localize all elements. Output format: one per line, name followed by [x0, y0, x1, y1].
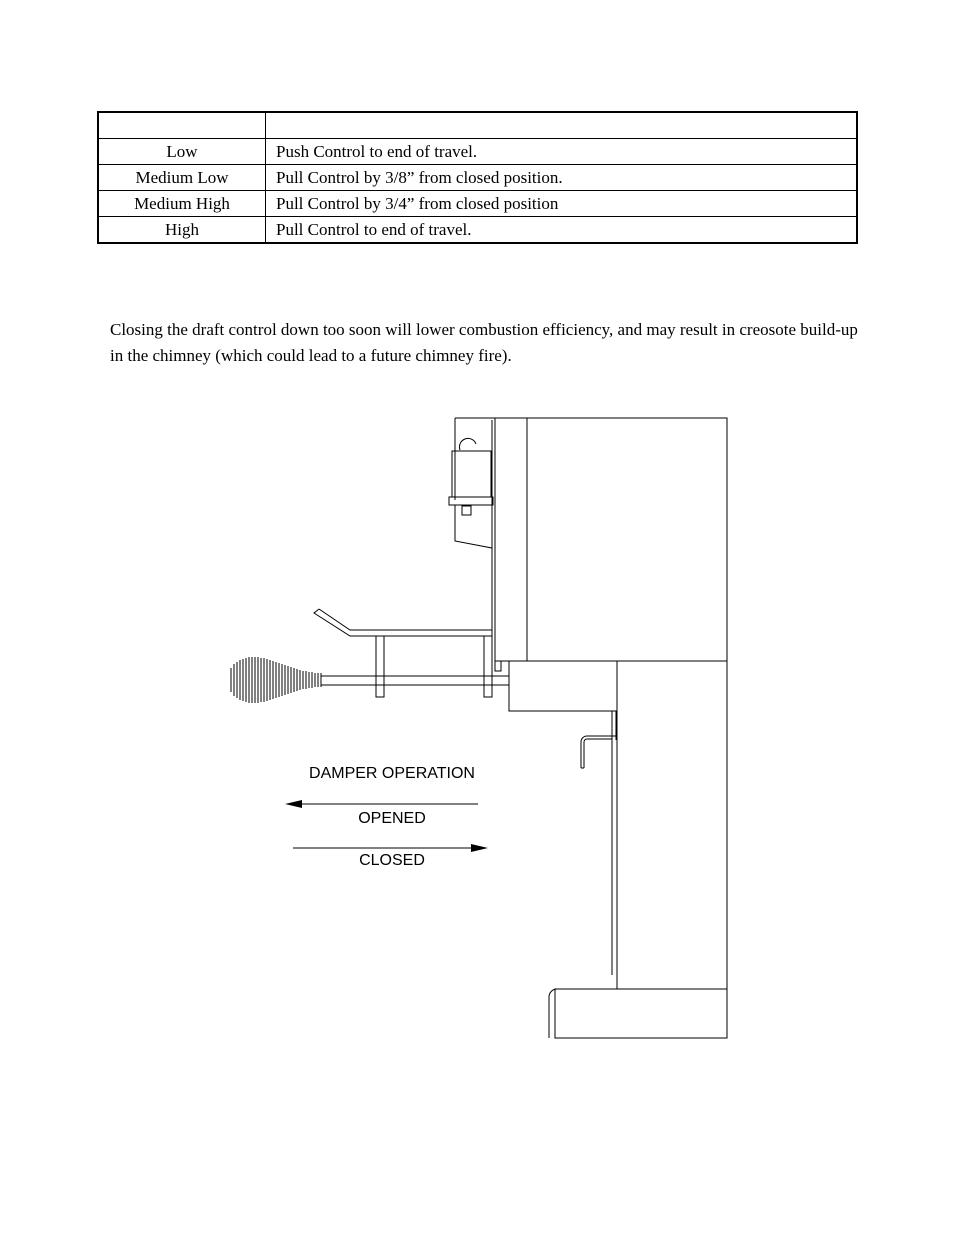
- stove-base: [555, 989, 727, 1038]
- table-row: [98, 165, 857, 191]
- header-action-cell: [266, 112, 858, 139]
- damper-hook: [581, 736, 616, 768]
- efficiency-note: Closing the draft control down too soon will lower combustion efficiency, and may result in creosote build-up in the chimney (which could lead to a future chimney fire).: [110, 320, 858, 365]
- action-cell: Pull Control by 3/8” from closed position.: [266, 165, 858, 191]
- front-plate: [495, 418, 527, 661]
- stove-upper-body: [527, 418, 727, 661]
- shelf: [314, 609, 492, 636]
- setting-cell: Medium Low: [98, 165, 266, 191]
- damper-housing: [509, 661, 617, 711]
- bracket-block: [452, 451, 491, 497]
- setting-cell: Low: [98, 139, 266, 165]
- damper-diagram: [0, 380, 954, 1060]
- opened-arrow-head: [285, 800, 302, 808]
- bracket-plate: [449, 497, 493, 505]
- draft-settings-table: [97, 111, 858, 244]
- bracket-hook: [459, 438, 476, 450]
- shelf-leg-left: [376, 636, 384, 697]
- closed-arrow-head: [471, 844, 488, 852]
- table-row: [98, 191, 857, 217]
- action-cell: Pull Control to end of travel.: [266, 217, 858, 244]
- table-row: [98, 139, 857, 165]
- action-cell: Push Control to end of travel.: [266, 139, 858, 165]
- closed-label: CLOSED: [359, 852, 425, 869]
- stove-lower-body: [617, 661, 727, 989]
- action-cell: Pull Control by 3/4” from closed position: [266, 191, 858, 217]
- setting-cell: High: [98, 217, 266, 244]
- damper-operation-title: DAMPER OPERATION: [309, 765, 475, 782]
- table-row: [98, 217, 857, 244]
- table-header-row: [98, 112, 857, 139]
- shelf-leg-right: [484, 636, 492, 697]
- opened-label: OPENED: [358, 810, 426, 827]
- header-setting-cell: [98, 112, 266, 139]
- damper-knob: [231, 657, 321, 703]
- setting-cell: Medium High: [98, 191, 266, 217]
